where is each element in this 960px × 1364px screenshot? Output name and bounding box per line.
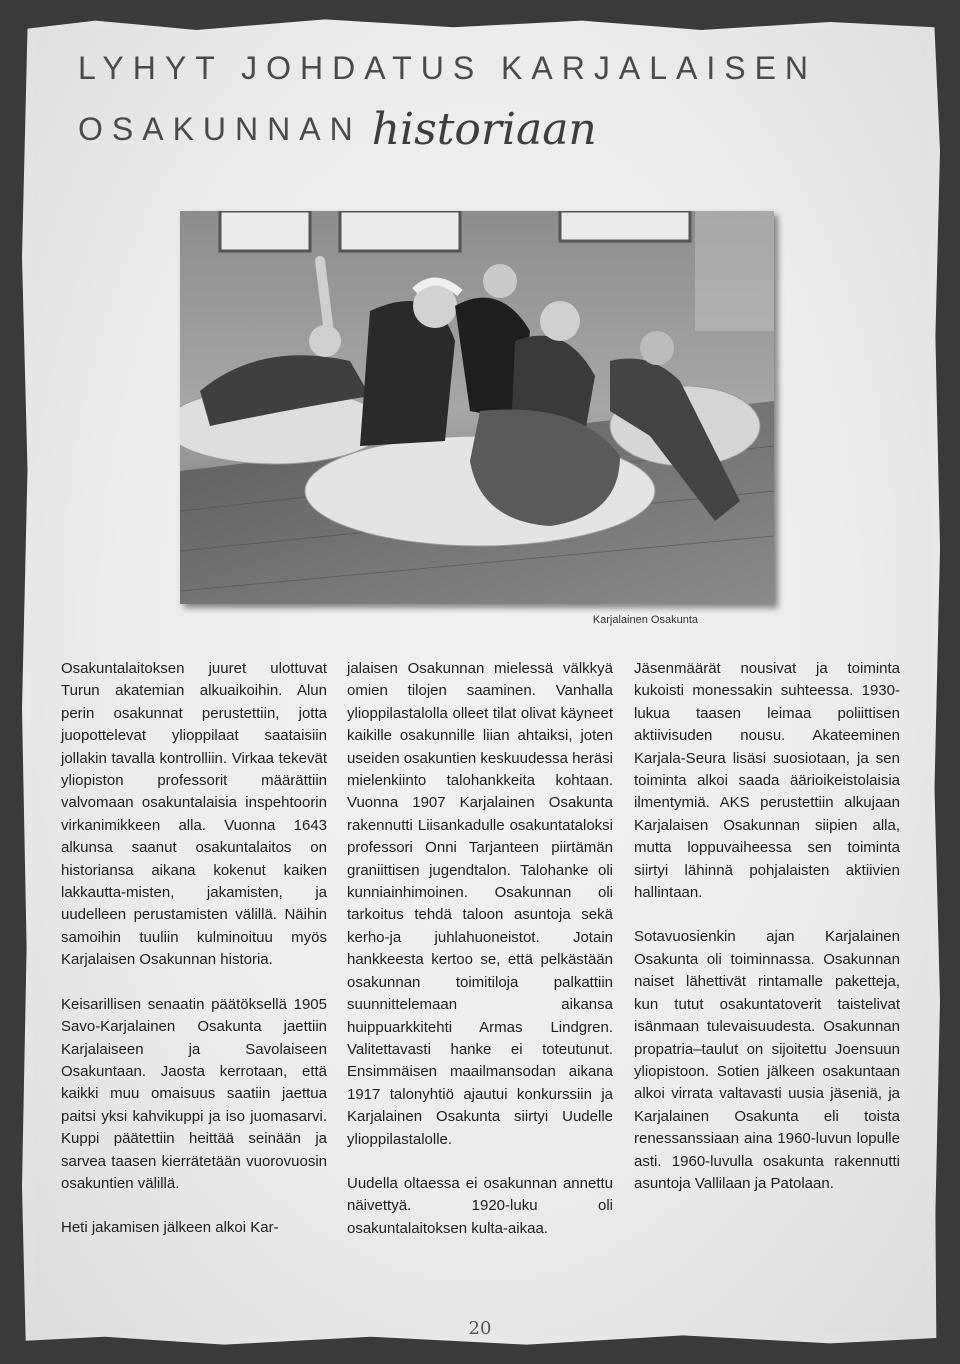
- text-column-2: [347, 658, 613, 1262]
- paragraph: jalaisen Osakunnan mielessä välkkyä omien tilojen saaminen. Vanhalla ylioppilastalolla olleet tilat olivat käyneet kaikille osakunnille liian ahtaiksi, joten useiden osakuntien keskuudessa heräsi mielenkiinto talohankkeita kohtaan. Vuonna 1907 Karjalainen Osakunta rakennutti Liisankadulle osakuntataloksi professori Onni Tarjanteen piirtämän graniittisen jugendtalon. Talohanke oli kunniainhimoinen. Osakunnan oli tarkoitus tehdä taloon asuntoja sekä kerho-ja juhlahuoneistot. Jotain hankkeesta kertoo se, että pelkästään osakunnan toimitiloja palkattiin suunnittelemaan aikansa huippuarkkitehti Armas Lindgren. Valitettavasti hanke ei toteutunut. Ensimmäisen maailmansodan aikana 1917 talonyhtiö ajautui konkurssiin ja Karjalainen Osakunta siirtyi Uudelle ylioppilastalolle.: [347, 660, 614, 1148]
- paragraph: Osakuntalaitoksen juuret ulottuvat Turun akatemian alkuaikoihin. Alun perin osakunnat perustettiin, jotta juopottelevat ylioppilaat saataisiin jollakin tavalla kontrolliin. Virkaa tekevät yliopiston professorit määrättiin valvomaan osakuntalaisia inspehtoorin virkanimikkeen alla. Vuonna 1643 alkunsa saanut osakuntalaitos on historiansa aikana kokenut kaiken lakkautta-misten, jakamisten, ja uudelleen perustamisten välillä. Näihin samoihin tuuliin kulminoituu myös Karjalaisen Osakunnan historia.: [61, 660, 327, 969]
- paragraph: Heti jakamisen jälkeen alkoi Kar-: [61, 1219, 279, 1237]
- title-line-2-text: OSAKUNNAN: [78, 111, 362, 147]
- paragraph: Uudella oltaessa ei osakunnan annettu näivettyä. 1920-luku oli osakuntalaitoksen kulta-aikaa.: [347, 1174, 613, 1237]
- page-number: 20: [468, 1318, 492, 1339]
- text-column-3: [634, 658, 900, 1217]
- title-script: historiaan: [371, 104, 597, 155]
- historical-photo: [180, 211, 774, 604]
- photo-illustration: [180, 211, 774, 604]
- text-column-1: [61, 658, 327, 1262]
- paragraph: Jäsenmäärät nousivat ja toiminta kukoisti monessakin suhteessa. 1930-lukua taasen leimaa poliittisen aktiivisuden nousu. Akateeminen Karjala-Seura lisäsi suosiotaan, ja sen toiminta alkoi saada äärioikeistolaisia ilmentymiä. AKS perustettiin alkujaan Karjalaisen Osakunnan siipien alla, mutta loppuvaiheessa sen toiminta siirtyi lähinnä pohjalaisten aktiivien hallintaan.: [634, 660, 900, 902]
- paragraph: Sotavuosienkin ajan Karjalainen Osakunta oli toiminnassa. Osakunnan naiset lähettivät rintamalle paketteja, kun tutut osakuntatoverit taistelivat isänmaan tulevaisuudesta. Osakunnan propatria–taulut on sijoitettu Joensuun yliopistoon. Sotien jälkeen osakuntaan alkoi virrata valtavasti uusia jäseniä, ja Karjalainen Osakunta eli toista renessanssiaan aina 1960-luvun lopulle asti. 1960-luvulla osakunta rakennutti asuntoja Vallilaan ja Patolaan.: [634, 928, 900, 1192]
- title-line-2: [78, 100, 597, 155]
- photo-caption: Karjalainen Osakunta: [592, 614, 698, 626]
- title-line-1: LYHYT JOHDATUS KARJALAISEN: [78, 50, 818, 86]
- paragraph: Keisarillisen senaatin päätöksellä 1905 Savo-Karjalainen Osakunta jaettiin Karjalaiseen ja Savolaiseen Osakuntaan. Jaosta kerrotaan, että kaikki muu omaisuus saatiin jaettua paitsi yksi kahvikuppi ja iso juomasarvi. Kuppi päätettiin heittää seinään ja sarvea taasen kierrätetään vuorovuosin osakuntien välillä.: [61, 995, 327, 1192]
